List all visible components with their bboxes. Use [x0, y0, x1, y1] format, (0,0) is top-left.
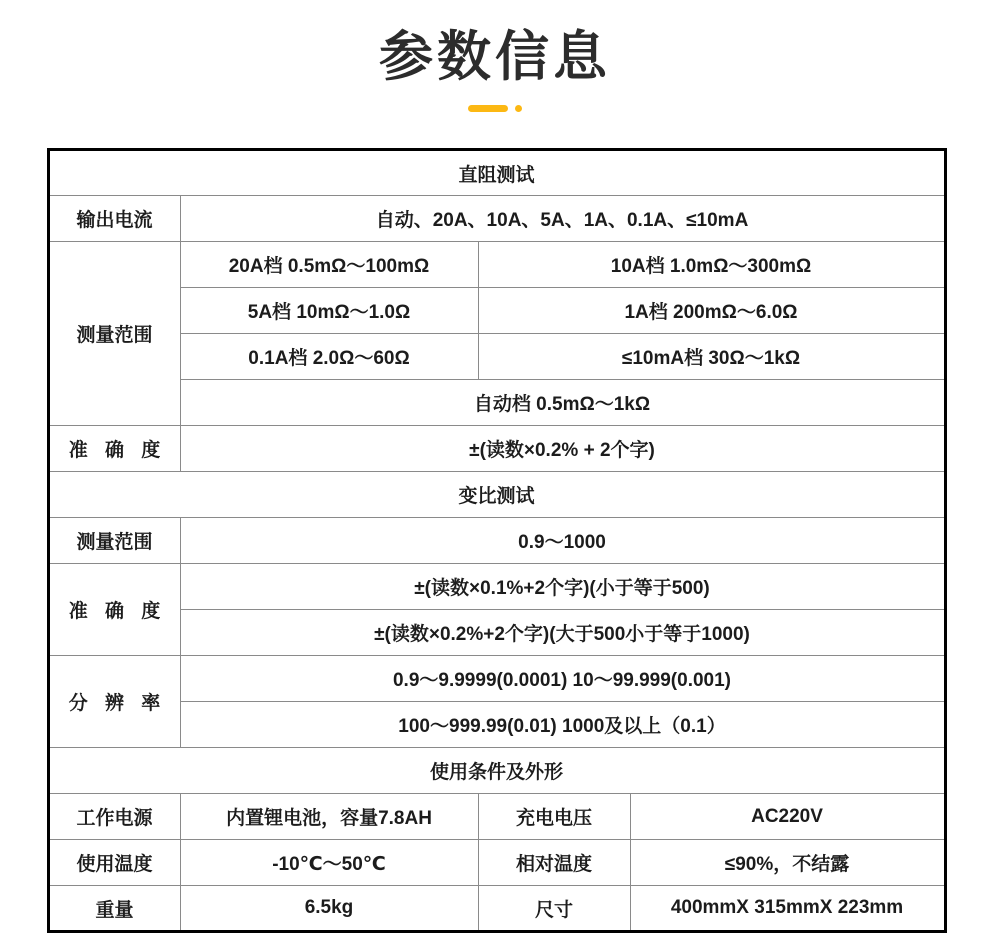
table-row: [48, 426, 945, 472]
title-accent-decoration: [0, 104, 990, 112]
table-row: [48, 380, 945, 426]
row-value-accuracy-dc: ±(读数×0.2% + 2个字): [180, 426, 945, 472]
table-row: [48, 886, 945, 932]
row-value-weight: 6.5kg: [180, 886, 478, 932]
row-value-output-current: 自动、20A、10A、5A、1A、0.1A、≤10mA: [180, 196, 945, 242]
accent-bar-icon: [468, 105, 508, 112]
table-row: [48, 150, 945, 196]
row-label-charging-voltage: 充电电压: [478, 794, 630, 840]
row-value-accuracy-ratio-low: ±(读数×0.1%+2个字)(小于等于500): [180, 564, 945, 610]
table-row: [48, 748, 945, 794]
row-value-power-supply: 内置锂电池，容量7.8AH: [180, 794, 478, 840]
table-row: [48, 196, 945, 242]
row-value-charging-voltage: AC220V: [630, 794, 945, 840]
table-row: [48, 840, 945, 886]
row-value-dimensions: 400mmX 315mmX 223mm: [630, 886, 945, 932]
table-row: [48, 288, 945, 334]
table-row: [48, 472, 945, 518]
range-cell-1a: 1A档 200mΩ～6.0Ω: [478, 288, 945, 334]
range-cell-5a: 5A档 10mΩ～1.0Ω: [180, 288, 478, 334]
range-cell-20a: 20A档 0.5mΩ～100mΩ: [180, 242, 478, 288]
row-label-relative-humidity: 相对温度: [478, 840, 630, 886]
title-block: [0, 0, 990, 112]
table-row: [48, 242, 945, 288]
table-row: [48, 702, 945, 748]
row-value-operating-temperature: -10℃～50℃: [180, 840, 478, 886]
row-value-resolution-low: 0.9～9.9999(0.0001) 10～99.999(0.001): [180, 656, 945, 702]
accent-dot-icon: [515, 105, 522, 112]
row-label-output-current: 输出电流: [48, 196, 180, 242]
row-label-measurement-range-dc: 测量范围: [48, 242, 180, 426]
range-cell-auto: 自动档 0.5mΩ～1kΩ: [180, 380, 945, 426]
table-row: [48, 656, 945, 702]
table-row: [48, 610, 945, 656]
row-label-resolution: 分 辨 率: [48, 656, 180, 748]
specification-table: [47, 148, 947, 933]
table-row: [48, 334, 945, 380]
specification-table-wrapper: [47, 148, 944, 933]
page-title: 参数信息: [379, 27, 611, 87]
row-label-weight: 重量: [48, 886, 180, 932]
row-label-accuracy-ratio: 准 确 度: [48, 564, 180, 656]
row-label-operating-temperature: 使用温度: [48, 840, 180, 886]
row-label-dimensions: 尺寸: [478, 886, 630, 932]
range-cell-10a: 10A档 1.0mΩ～300mΩ: [478, 242, 945, 288]
row-value-accuracy-ratio-high: ±(读数×0.2%+2个字)(大于500小于等于1000): [180, 610, 945, 656]
row-label-measurement-range-ratio: 测量范围: [48, 518, 180, 564]
row-label-power-supply: 工作电源: [48, 794, 180, 840]
range-cell-10ma: ≤10mA档 30Ω～1kΩ: [478, 334, 945, 380]
table-row: [48, 564, 945, 610]
row-label-accuracy-dc: 准 确 度: [48, 426, 180, 472]
section-heading-dc-resistance: 直阻测试: [48, 150, 945, 196]
table-row: [48, 518, 945, 564]
row-value-measurement-range-ratio: 0.9～1000: [180, 518, 945, 564]
row-value-relative-humidity: ≤90%，不结露: [630, 840, 945, 886]
section-heading-turns-ratio: 变比测试: [48, 472, 945, 518]
section-heading-operating-conditions: 使用条件及外形: [48, 748, 945, 794]
range-cell-0-1a: 0.1A档 2.0Ω～60Ω: [180, 334, 478, 380]
table-row: [48, 794, 945, 840]
row-value-resolution-high: 100～999.99(0.01) 1000及以上（0.1）: [180, 702, 945, 748]
